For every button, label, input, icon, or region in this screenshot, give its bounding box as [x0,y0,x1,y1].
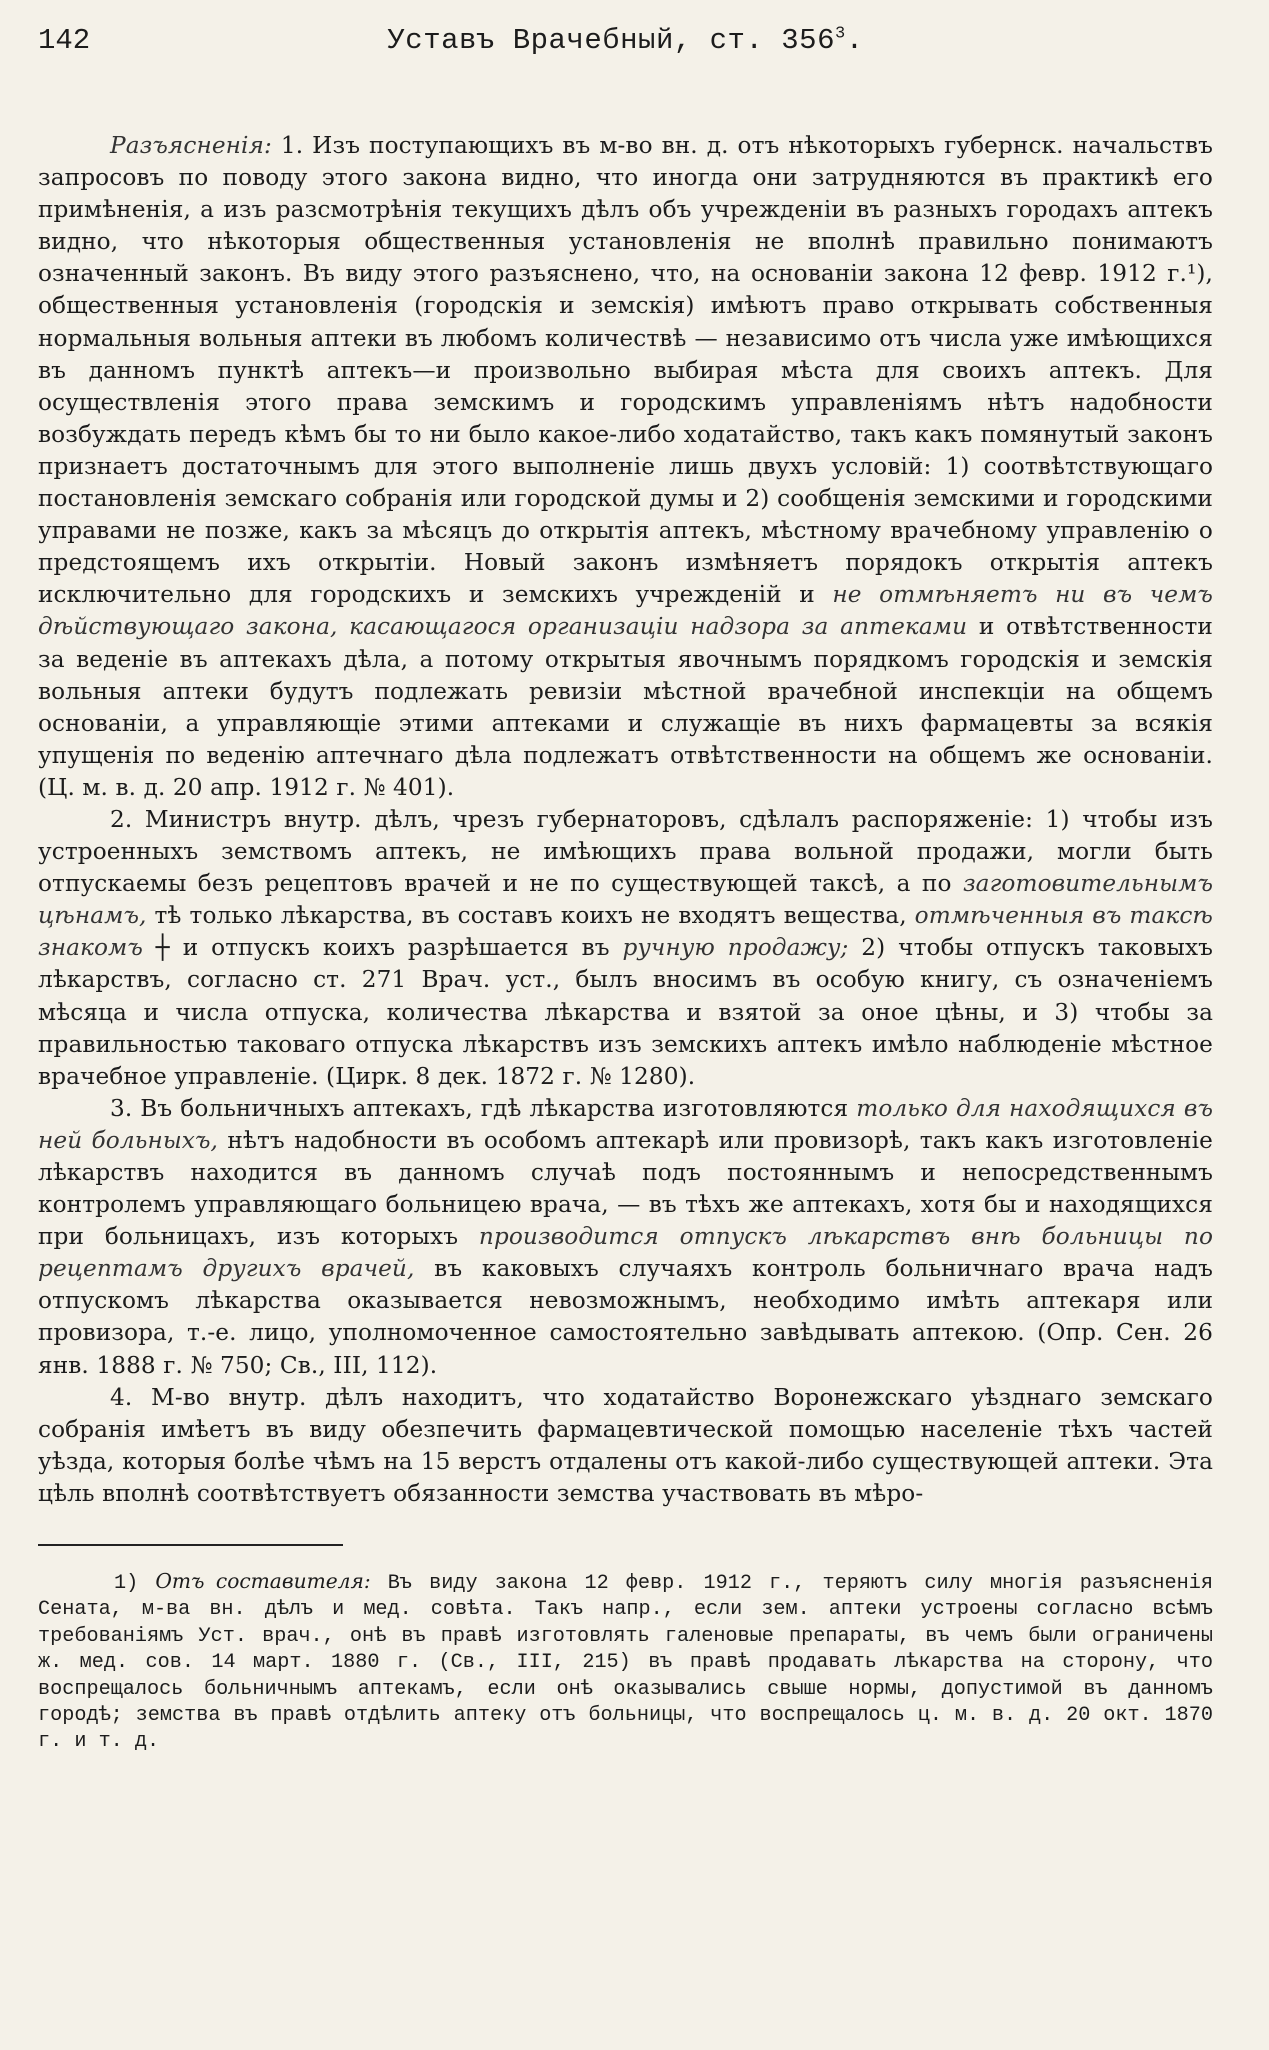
text-run: ┼ и отпускъ коихъ разрѣшается въ [142,934,623,962]
emphasized-text: отмѣченныя въ таксѣ знакомъ [38,902,1213,962]
emphasized-text: заготовительнымъ цѣнамъ, [38,870,1213,930]
text-run: Въ виду закона 12 февр. 1912 г., теряютъ силу многія разъясненія Сената, м-ва вн. дѣлъ и мед. совѣта. Такъ напр., если зем. аптеки устроены согласно всѣмъ требованіямъ Уст. врач., онѣ въ правѣ изготовлять галеновые препараты, въ чемъ были ограничены ж. мед. сов. 14 март. 1880 г. (Св., III, 215) въ правѣ продавать лѣкарства на сторону, что воспрещалось больничнымъ аптекамъ, если онѣ оказывались свыше нормы, допустимой въ данномъ городѣ; земства въ правѣ отдѣлить аптеку отъ больницы, что воспрещалось ц. м. в. д. 20 окт. 1870 г. и т. д. [38,1572,1213,1754]
text-run: 4. М-во внутр. дѣлъ находитъ, что ходатайство Воронежскаго уѣзднаго земскаго собранія имѣетъ въ виду обезпечить фармацевтической помощью населеніе тѣхъ частей уѣзда, которыя болѣе чѣмъ на 15 верстъ отдалены отъ какой-либо существующей аптеки. Эта цѣль вполнѣ соотвѣтствуетъ обязанности земства участвовать въ мѣро- [38,1383,1213,1507]
text-run: нѣтъ надобности въ особомъ аптекарѣ или провизорѣ, такъ какъ изготовленіе лѣкарствъ находится въ данномъ случаѣ подъ постояннымъ и непосредственнымъ контролемъ управляющаго больницею врача, — въ тѣхъ же аптекахъ, хотя бы и находящихся при больницахъ, изъ которыхъ [38,1126,1213,1251]
paragraph [38,1382,1213,1510]
running-title-superscript: 3 [834,24,846,44]
paragraph [38,1093,1213,1382]
emphasized-text: Разъясненія: [110,132,272,159]
text-run: въ каковыхъ случаяхъ контроль больничнаго врача надъ отпускомъ лѣкарства оказывается невозможнымъ, необходимо имѣть аптекаря или провизора, т.-е. лицо, уполномоченное самостоятельно завѣдывать аптекою. (Опр. Сен. 26 янв. 1888 г. № 750; Св., III, 112). [38,1255,1213,1379]
text-run: 2. Министръ внутр. дѣлъ, чрезъ губернаторовъ, сдѣлалъ распоряженіе: 1) чтобы изъ устроенныхъ земствомъ аптекъ, не имѣющихъ права вольной продажи, могли быть отпускаемы безъ рецептовъ врачей и не по существующей таксѣ, а по [38,805,1213,898]
text-run: 3. Въ больничныхъ аптекахъ, гдѣ лѣкарства изготовляются [110,1094,857,1122]
paragraph [38,130,1213,804]
paragraph [38,804,1213,1093]
running-title-text: Уставъ Врачебный, ст. 356 [387,24,835,57]
emphasized-text: Отъ составителя: [155,1569,371,1594]
book-page [38,24,1213,2024]
text-run: и отвѣтственности за веденіе въ аптекахъ дѣла, а потому открытыя явочнымъ порядкомъ городскія и земскія вольныя аптеки будутъ подлежать ревизіи мѣстной врачебной инспекціи на общемъ основаніи, а управляющіе этими аптеками и служащіе въ нихъ фармацевты за всякія упущенія по веденію аптечнаго дѣла подлежатъ отвѣтственности на общемъ же основаніи. (Ц. м. в. д. 20 апр. 1912 г. № 401). [38,613,1213,801]
main-text [38,130,1213,1510]
text-run: тѣ только лѣкарства, въ составъ коихъ не входятъ вещества, [146,902,915,930]
page-header [38,24,1213,70]
emphasized-text: ручную продажу; [622,934,849,962]
footnote [38,1568,1213,1756]
page-number: 142 [38,24,91,57]
running-title-period: . [845,24,864,57]
footnote-divider [38,1544,343,1546]
footnotes [38,1568,1213,1756]
emphasized-text: только для находящихся въ ней больныхъ, [38,1094,1213,1154]
running-title [38,24,1213,57]
emphasized-text: не отмѣняетъ ни въ чемъ дѣйствующаго закона, касающагося организаціи надзора за аптеками [38,581,1213,641]
text-run: 2) чтобы отпускъ таковыхъ лѣкарствъ, согласно ст. 271 Врач. уст., былъ вносимъ въ особую книгу, съ означеніемъ мѣсяца и числа отпуска, количества лѣкарства и взятой за оное цѣны, и 3) чтобы за правильностью таковаго отпуска лѣкарствъ изъ земскихъ аптекъ имѣло наблюденіе мѣстное врачебное управленіе. (Цирк. 8 дек. 1872 г. № 1280). [38,934,1213,1090]
emphasized-text: производится отпускъ лѣкарствъ внѣ больницы по рецептамъ другихъ врачей, [38,1223,1214,1283]
text-run: 1. Изъ поступающихъ въ м-во вн. д. отъ нѣкоторыхъ губернск. начальствъ запросовъ по поводу этого закона видно, что иногда они затрудняются въ практикѣ его примѣненія, а изъ разсмотрѣнія текущихъ дѣлъ объ учрежденіи въ разныхъ городахъ аптекъ видно, что нѣкоторыя общественныя установленія не вполнѣ правильно понимаютъ означенный законъ. Въ виду этого разъяснено, что, на основаніи закона 12 февр. 1912 г.¹), общественныя установленія (городскія и земскія) имѣютъ право открывать собственныя нормальныя вольныя аптеки въ любомъ количествѣ — независимо отъ числа уже имѣющихся въ данномъ пунктѣ аптекъ—и произвольно выбирая мѣста для своихъ аптекъ. Для осуществленія этого права земскимъ и городскимъ управленіямъ нѣтъ надобности возбуждать передъ кѣмъ бы то ни было какое-либо ходатайство, такъ какъ помянутый законъ признаетъ достаточнымъ для этого выполненіе лишь двухъ условій: 1) соотвѣтствующаго постановленія земскаго собранія или городской думы и 2) сообщенія земскими и городскими управами не позже, какъ за мѣсяцъ до открытія аптекъ, мѣстному врачебному управленію о предстоящемъ ихъ открытіи. Новый законъ измѣняетъ порядокъ открытія аптекъ исключительно для городскихъ и земскихъ учрежденій и [38,132,1213,609]
text-run: 1) [114,1572,156,1596]
